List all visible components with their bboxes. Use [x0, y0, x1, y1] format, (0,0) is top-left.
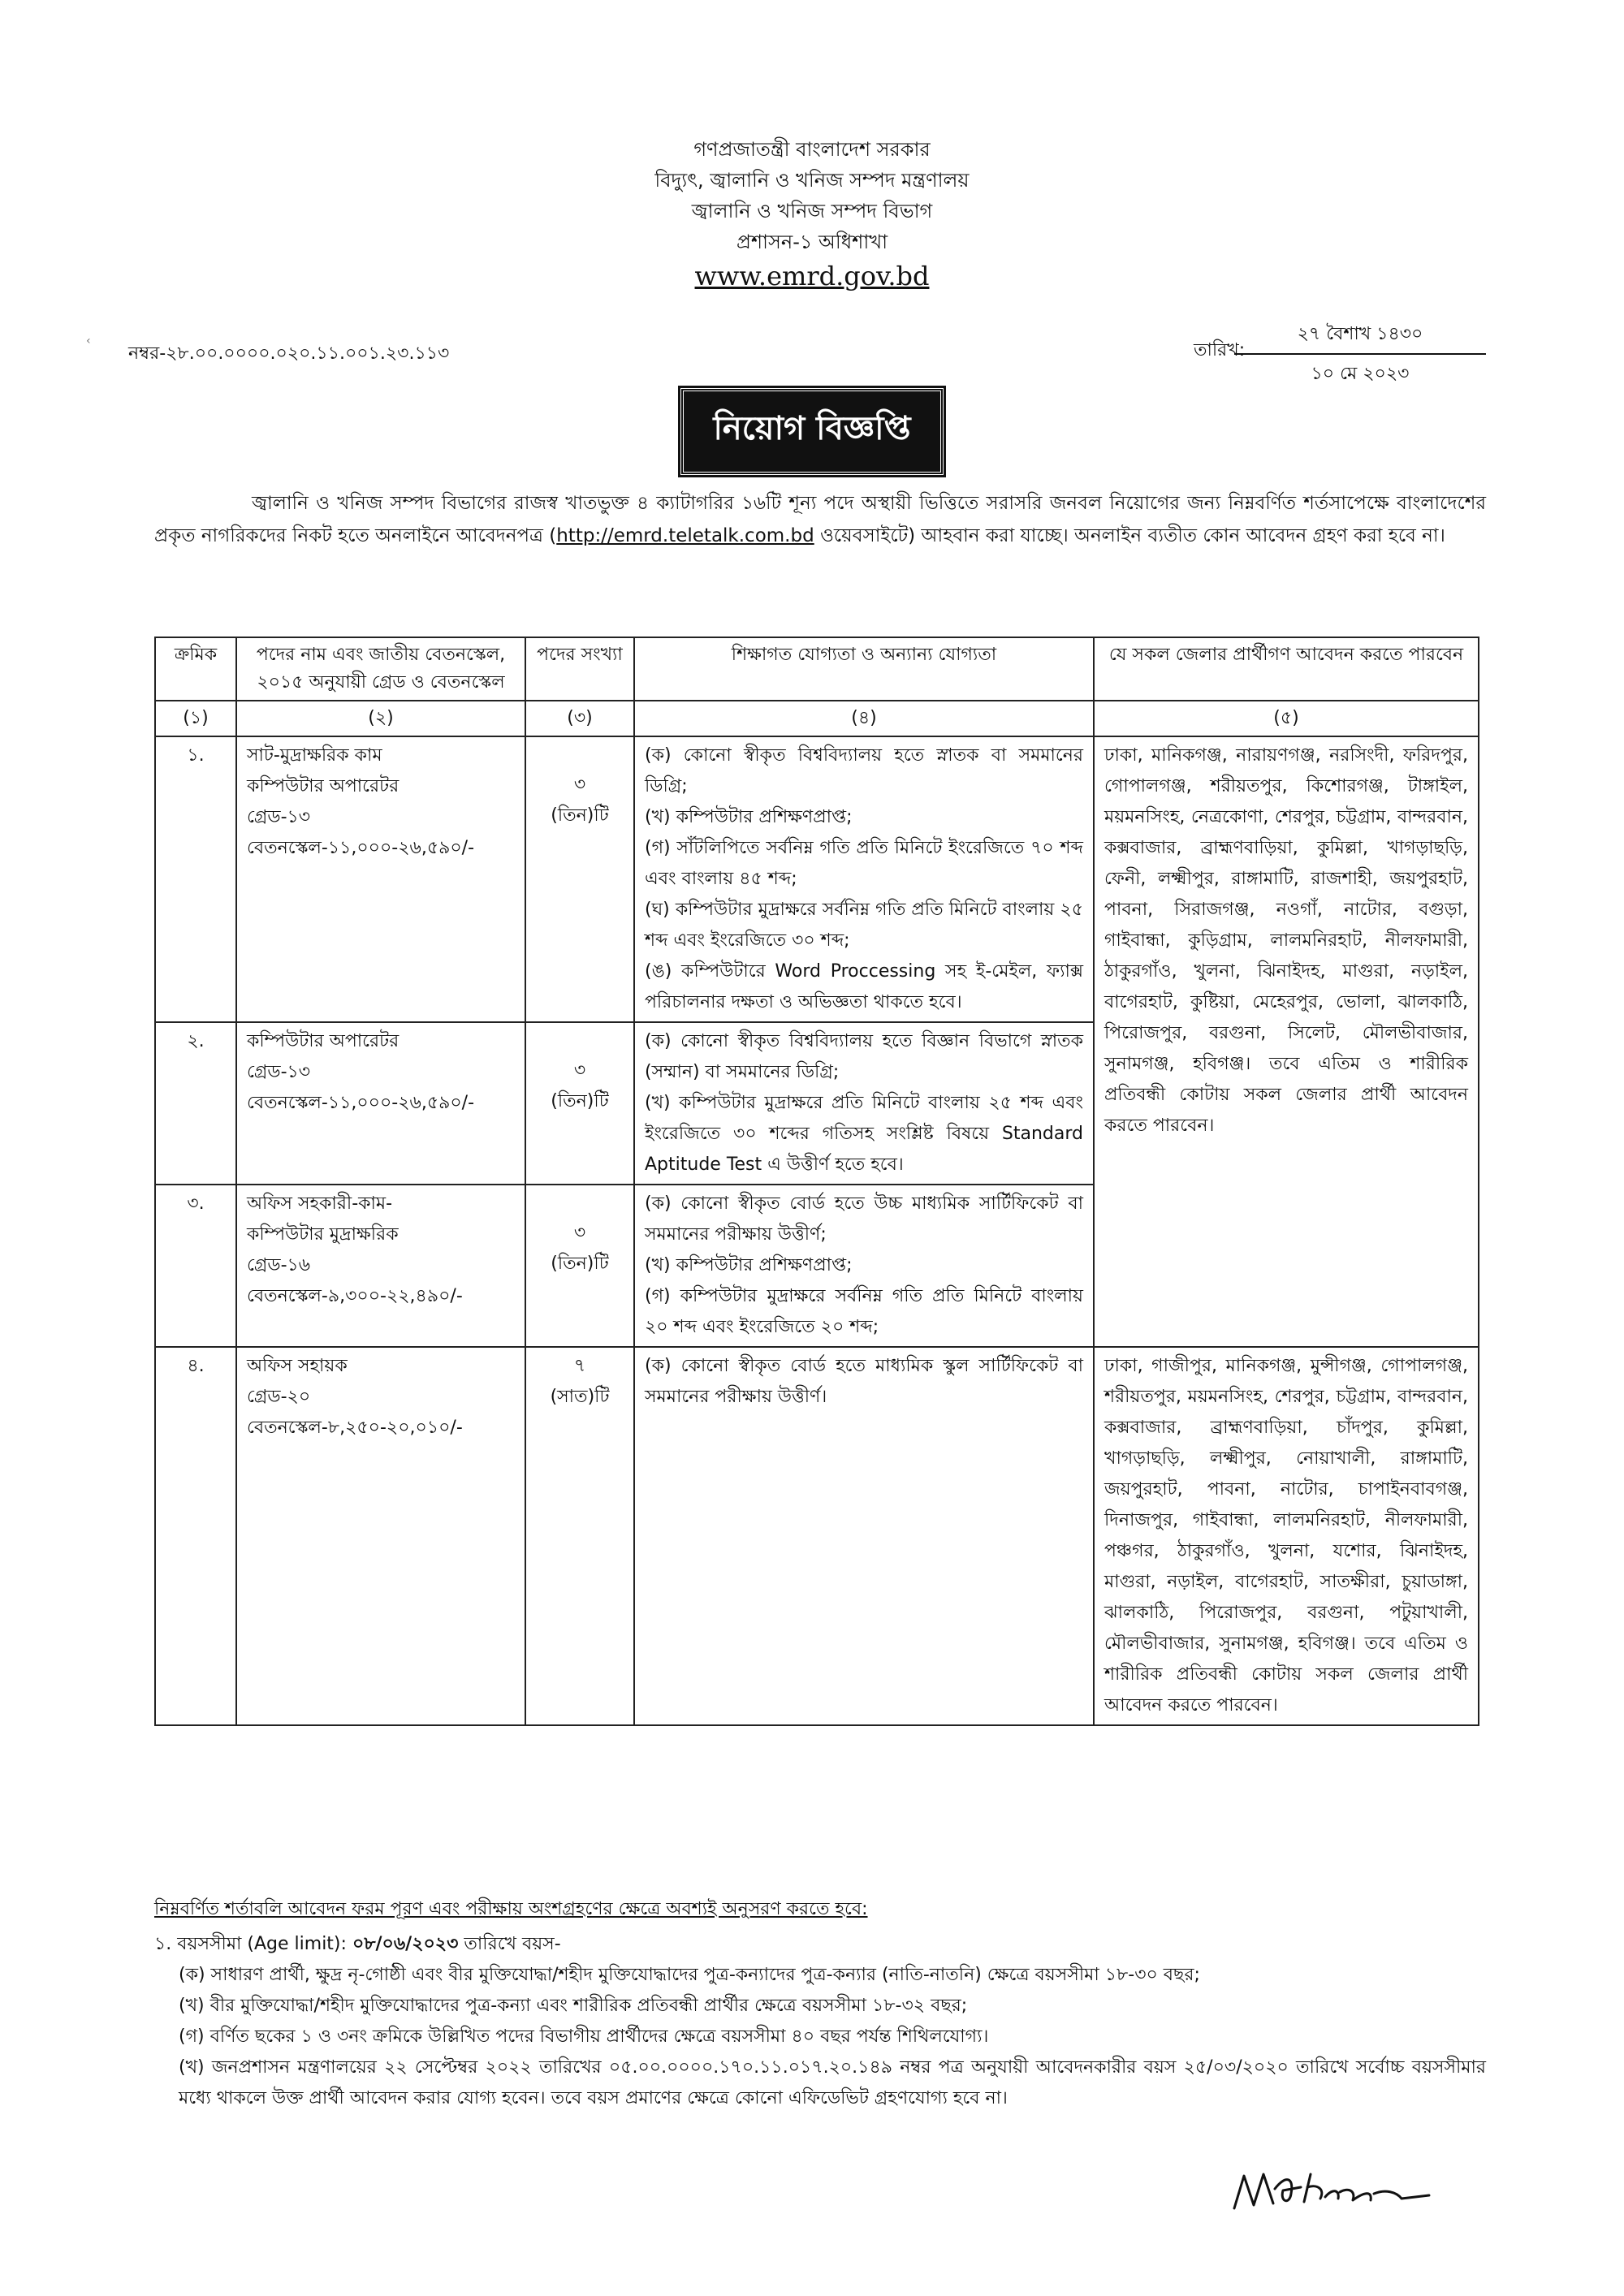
- letterhead: [0, 134, 1624, 294]
- website-link[interactable]: www.emrd.gov.bd: [694, 261, 930, 291]
- table-header-row: [155, 637, 1479, 701]
- date-bangla: ২৭ বৈশাখ ১৪৩০: [1234, 320, 1486, 355]
- qualification-item: (গ) কম্পিউটার মুদ্রাক্ষরে সর্বনিম্ন গতি প্রতি মিনিটে বাংলায় ২০ শব্দ এবং ইংরেজিতে ২০ শব্দ;: [645, 1286, 1083, 1337]
- section-name: প্রশাসন-১ অধিশাখা: [736, 231, 888, 253]
- intro-text-2: ওয়েবসাইটে) আহবান করা যাচ্ছে। অনলাইন ব্যতীত কোন আবেদন গ্রহণ করা হবে না।: [814, 525, 1445, 546]
- count-number: ৩: [573, 1060, 586, 1081]
- date-english: ১০ মে ২০২৩: [1311, 364, 1410, 384]
- title-wrapper: [0, 388, 1624, 475]
- qualification-item: (ক) কোনো স্বীকৃত বিশ্ববিদ্যালয় হতে স্নাতক বা সমমানের ডিগ্রি;: [645, 745, 1083, 796]
- col-number: (৫): [1094, 701, 1479, 736]
- col-number: (১): [155, 701, 236, 736]
- table-row: [155, 736, 1479, 1022]
- col-number: (৪): [634, 701, 1094, 736]
- notice-title: নিয়োগ বিজ্ঞপ্তি: [680, 388, 943, 475]
- row-post: [236, 1185, 525, 1347]
- age-limit-date: ০৮/০৬/২০২৩: [352, 1934, 459, 1954]
- memo-number: নম্বর-২৮.০০.০০০০.০২০.১১.০০১.২৩.১১৩: [128, 343, 450, 364]
- column-number-row: [155, 701, 1479, 736]
- conditions-list: [154, 1929, 1486, 2114]
- count-words: (তিন)টি: [551, 1254, 609, 1274]
- post-line: বেতনস্কেল-৮,২৫০-২০,০১০/-: [247, 1418, 463, 1438]
- posts-table: [154, 637, 1479, 1726]
- row-post: [236, 1347, 525, 1725]
- row-post: [236, 736, 525, 1022]
- qualification-item: (ঘ) কম্পিউটার মুদ্রাক্ষরে সর্বনিম্ন গতি প্রতি মিনিটে বাংলায় ২৫ শব্দ এবং ইংরেজিতে ৩০ শব্দ;: [645, 900, 1083, 951]
- col-number: (২): [236, 701, 525, 736]
- division-name: জ্বালানি ও খনিজ সম্পদ বিভাগ: [691, 200, 933, 222]
- post-line: বেতনস্কেল-৯,৩০০-২২,৪৯০/-: [247, 1286, 463, 1306]
- row-count: [525, 1185, 634, 1347]
- qualification-item: (ক) কোনো স্বীকৃত বোর্ড হতে মাধ্যমিক স্কুল সার্টিফিকেট বা সমমানের পরীক্ষায় উত্তীর্ণ।: [645, 1356, 1083, 1407]
- qualification-item: (খ) কম্পিউটার মুদ্রাক্ষরে প্রতি মিনিটে বাংলায় ২৫ শব্দ এবং ইংরেজিতে ৩০ শব্দের গতিসহ সংশ্লিষ্ট বিষয়ে Standard Aptitude Test এ উত্তীর্ণ হতে হবে।: [645, 1093, 1083, 1175]
- post-line: বেতনস্কেল-১১,০০০-২৬,৫৯০/-: [247, 1093, 475, 1113]
- count-number: ৩: [573, 1223, 586, 1243]
- header-serial: ক্রমিক: [155, 637, 236, 701]
- intro-text-1: জ্বালানি ও খনিজ সম্পদ বিভাগের রাজস্ব খাতভুক্ত ৪ ক্যাটাগরির ১৬টি শূন্য পদে অস্থায়ী ভিত্তিতে সরাসরি জনবল নিয়োগের জন্য নিম্নবর্ণিত শর্তসাপেক্ষে বাংলাদেশের প্রকৃত নাগরিকদের নিকট হতে অনলাইনে আবেদনপত্র (: [154, 493, 1486, 546]
- table-row: [155, 1347, 1479, 1725]
- col-number: (৩): [525, 701, 634, 736]
- header-post: পদের নাম এবং জাতীয় বেতনস্কেল, ২০১৫ অনুযায়ী গ্রেড ও বেতনস্কেল: [236, 637, 525, 701]
- row-serial: ১.: [155, 736, 236, 1022]
- signature-image: [1226, 2151, 1437, 2225]
- government-name: গণপ্রজাতন্ত্রী বাংলাদেশ সরকার: [693, 138, 931, 161]
- post-line: কম্পিউটার অপারেটর: [247, 776, 400, 796]
- date-label: তারিখ:: [1194, 340, 1246, 360]
- post-line: অফিস সহায়ক: [247, 1356, 348, 1376]
- post-line: কম্পিউটার মুদ্রাক্ষরিক: [247, 1224, 399, 1245]
- row-serial: ৪.: [155, 1347, 236, 1725]
- count-words: (সাত)টি: [550, 1387, 610, 1407]
- row-serial: ৩.: [155, 1185, 236, 1347]
- count-number: ৭: [573, 1356, 586, 1376]
- districts-group-2: ঢাকা, গাজীপুর, মানিকগঞ্জ, মুন্সীগঞ্জ, গোপালগঞ্জ, শরীয়তপুর, ময়মনসিংহ, শেরপুর, চট্টগ্রাম, বান্দরবান, কক্সবাজার, ব্রাহ্মণবাড়িয়া, চাঁদপুর, কুমিল্লা, খাগড়াছড়ি, লক্ষ্মীপুর, নোয়াখালী, রাঙ্গামাটি, জয়পুরহাট, পাবনা, নাটোর, চাপাইনবাবগঞ্জ, দিনাজপুর, গাইবান্ধা, লালমনিরহাট, নীলফামারী, পঞ্চগর, ঠাকুরগাঁও, খুলনা, যশোর, ঝিনাইদহ, মাগুরা, নড়াইল, বাগেরহাট, সাতক্ষীরা, চুয়াডাঙ্গা, ঝালকাঠি, পিরোজপুর, বরগুনা, পটুয়াখালী, মৌলভীবাজার, সুনামগঞ্জ, হবিগঞ্জ। তবে এতিম ও শারীরিক প্রতিবন্ধী কোটায় সকল জেলার প্রার্থী আবেদন করতে পারবেন।: [1094, 1347, 1479, 1725]
- header-count: পদের সংখ্যা: [525, 637, 634, 701]
- row-qualification: [634, 1185, 1094, 1347]
- qualification-item: (ক) কোনো স্বীকৃত বোর্ড হতে উচ্চ মাধ্যমিক সার্টিফিকেট বা সমমানের পরীক্ষায় উত্তীর্ণ;: [645, 1193, 1083, 1245]
- age-limit-label: ১. বয়সসীমা (Age limit):: [154, 1934, 352, 1954]
- qualification-item: (ঙ) কম্পিউটারে Word Proccessing সহ ই-মেইল, ফ্যাক্স পরিচালনার দক্ষতা ও অভিজ্ঞতা থাকতে হবে।: [645, 961, 1083, 1012]
- post-line: বেতনস্কেল-১১,০০০-২৬,৫৯০/-: [247, 838, 475, 858]
- count-number: ৩: [573, 775, 586, 795]
- post-line: কম্পিউটার অপারেটর: [247, 1031, 400, 1051]
- districts-group-1: ঢাকা, মানিকগঞ্জ, নারায়ণগঞ্জ, নরসিংদী, ফরিদপুর, গোপালগঞ্জ, শরীয়তপুর, কিশোরগঞ্জ, টাঙ্গাইল, ময়মনসিংহ, নেত্রকোণা, শেরপুর, চট্টগ্রাম, বান্দরবান, কক্সবাজার, ব্রাহ্মণবাড়িয়া, কুমিল্লা, খাগড়াছড়ি, ফেনী, লক্ষ্মীপুর, রাঙ্গামাটি, রাজশাহী, জয়পুরহাট, পাবনা, সিরাজগঞ্জ, নওগাঁ, নাটোর, বগুড়া, গাইবান্ধা, কুড়িগ্রাম, লালমনিরহাট, নীলফামারী, ঠাকুরগাঁও, খুলনা, ঝিনাইদহ, মাগুরা, নড়াইল, বাগেরহাট, কুষ্টিয়া, মেহেরপুর, ভোলা, ঝালকাঠি, পিরোজপুর, বরগুনা, সিলেট, মৌলভীবাজার, সুনামগঞ্জ, হবিগঞ্জ। তবে এতিম ও শারীরিক প্রতিবন্ধী কোটায় সকল জেলার প্রার্থী আবেদন করতে পারবেন।: [1094, 736, 1479, 1347]
- condition-item: (খ) জনপ্রশাসন মন্ত্রণালয়ের ২২ সেপ্টেম্বর ২০২২ তারিখের ০৫.০০.০০০০.১৭০.১১.০১৭.২০.১৪৯ নম্বর পত্র অনুযায়ী আবেদনকারীর বয়স ২৫/০৩/২০২০ তারিখে সর্বোচ্চ বয়সসীমার মধ্যে থাকলে উক্ত প্রার্থী আবেদন করার যোগ্য হবেন। তবে বয়স প্রমাণের ক্ষেত্রে কোনো এফিডেভিট গ্রহণযোগ্য হবে না।: [179, 2057, 1486, 2108]
- header-districts: যে সকল জেলার প্রার্থীগণ আবেদন করতে পারবেন: [1094, 637, 1479, 701]
- row-post: [236, 1022, 525, 1185]
- signature: [1226, 2151, 1437, 2225]
- header-qualification: শিক্ষাগত যোগ্যতা ও অন্যান্য যোগ্যতা: [634, 637, 1094, 701]
- post-line: গ্রেড-২০: [247, 1387, 311, 1407]
- post-line: সাট-মুদ্রাক্ষরিক কাম: [247, 745, 382, 766]
- intro-paragraph: [154, 487, 1486, 552]
- memo-date: [1234, 320, 1486, 390]
- qualification-item: (ক) কোনো স্বীকৃত বিশ্ববিদ্যালয় হতে বিজ্ঞান বিভাগে স্নাতক (সম্মান) বা সমমানের ডিগ্রি;: [645, 1031, 1083, 1082]
- post-line: গ্রেড-১৬: [247, 1255, 311, 1275]
- ministry-name: বিদ্যুৎ, জ্বালানি ও খনিজ সম্পদ মন্ত্রণালয়: [654, 169, 970, 192]
- age-limit-suffix: তারিখে বয়স-: [458, 1934, 561, 1954]
- teletalk-link[interactable]: http://emrd.teletalk.com.bd: [556, 525, 814, 546]
- condition-item: (ক) সাধারণ প্রার্থী, ক্ষুদ্র নৃ-গোষ্ঠী এবং বীর মুক্তিযোদ্ধা/শহীদ মুক্তিযোদ্ধাদের পুত্র-কন্যাদের পুত্র-কন্যার (নাতি-নাতনি) ক্ষেত্রে বয়সসীমা ১৮-৩০ বছর;: [179, 1965, 1200, 1985]
- post-line: গ্রেড-১৩: [247, 807, 311, 827]
- qualification-item: (খ) কম্পিউটার প্রশিক্ষণপ্রাপ্ত;: [645, 807, 853, 827]
- row-count: [525, 736, 634, 1022]
- qualification-item: (গ) সাঁটলিপিতে সর্বনিম্ন গতি প্রতি মিনিটে ইংরেজিতে ৭০ শব্দ এবং বাংলায় ৪৫ শব্দ;: [645, 838, 1083, 889]
- conditions-heading: নিম্নবর্ণিত শর্তাবলি আবেদন ফরম পূরণ এবং পরীক্ষায় অংশগ্রহণের ক্ষেত্রে অবশ্যই অনুসরণ করতে হবে:: [154, 1899, 868, 1919]
- count-words: (তিন)টি: [551, 805, 609, 826]
- scan-mark: ‹: [86, 334, 91, 347]
- row-qualification: [634, 736, 1094, 1022]
- post-line: গ্রেড-১৩: [247, 1062, 311, 1082]
- row-count: [525, 1347, 634, 1725]
- row-qualification: [634, 1022, 1094, 1185]
- condition-item: (খ) বীর মুক্তিযোদ্ধা/শহীদ মুক্তিযোদ্ধাদের পুত্র-কন্যা এবং শারীরিক প্রতিবন্ধী প্রার্থীর ক্ষেত্রে বয়সসীমা ১৮-৩২ বছর;: [179, 1996, 968, 2016]
- row-qualification: [634, 1347, 1094, 1725]
- row-serial: ২.: [155, 1022, 236, 1185]
- age-limit-line: [154, 1929, 1486, 1960]
- post-line: অফিস সহকারী-কাম-: [247, 1193, 393, 1214]
- count-words: (তিন)টি: [551, 1091, 609, 1111]
- condition-item: (গ) বর্ণিত ছকের ১ ও ৩নং ক্রমিকে উল্লিখিত পদের বিভাগীয় প্রার্থীদের ক্ষেত্রে বয়সসীমা ৪০ বছর পর্যন্ত শিথিলযোগ্য।: [179, 2026, 989, 2047]
- qualification-item: (খ) কম্পিউটার প্রশিক্ষণপ্রাপ্ত;: [645, 1255, 853, 1275]
- row-count: [525, 1022, 634, 1185]
